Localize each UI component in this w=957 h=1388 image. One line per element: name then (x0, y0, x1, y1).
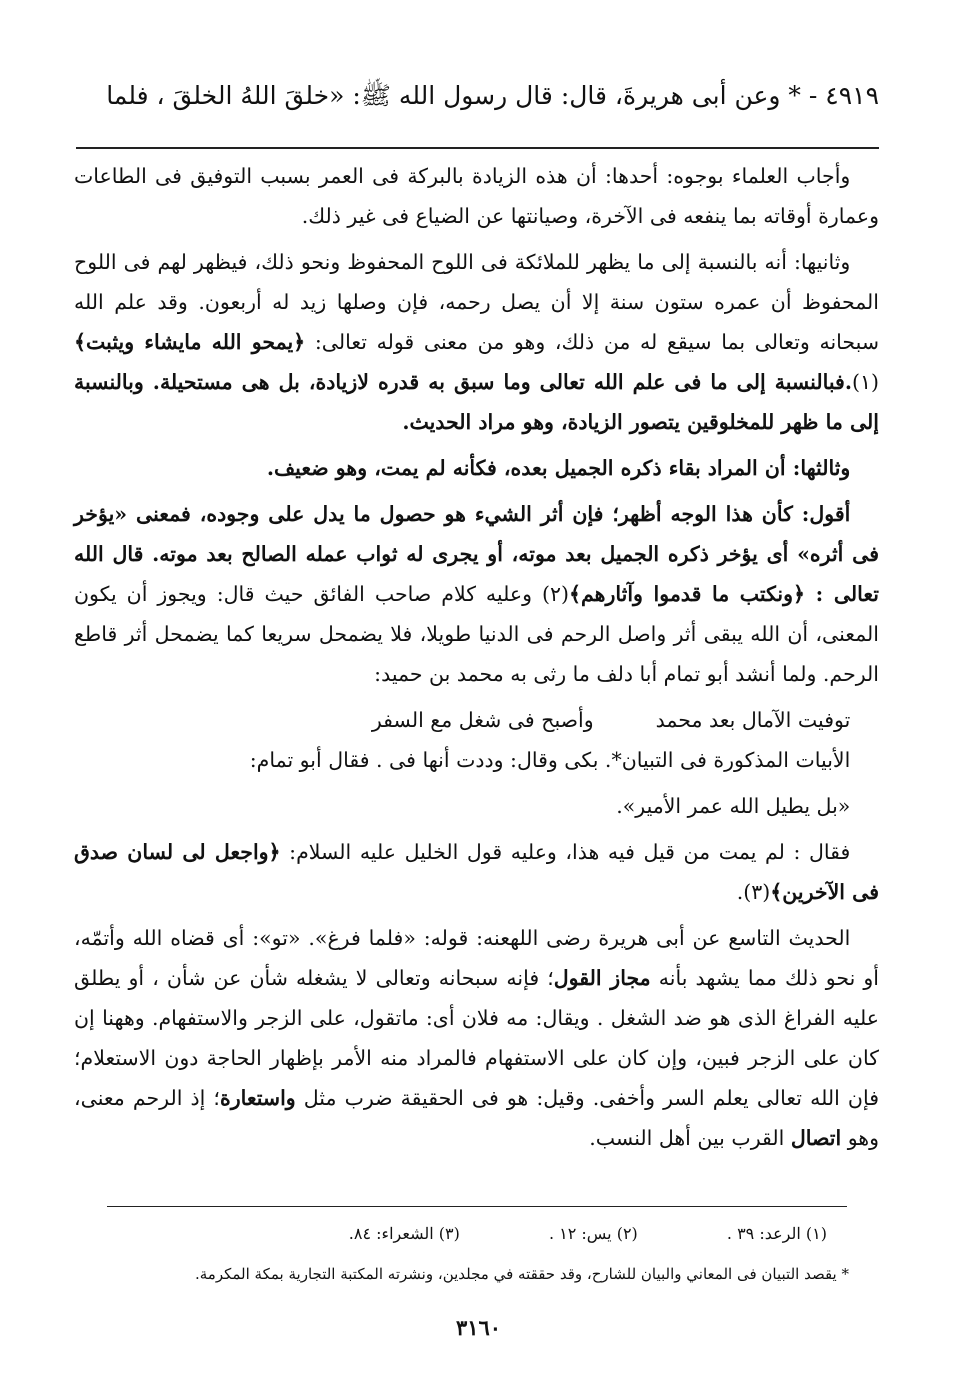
footnote-3: (٣) الشعراء: ٨٤. (348, 1224, 460, 1243)
bold-term: واستعارة (219, 1086, 296, 1110)
footnote-ref: (٢) (542, 582, 570, 606)
paragraph-abu-tammam-quote: «بل يطيل الله عمر الأمير». (616, 794, 851, 818)
paragraph-text: وعليه كلام صاحب الفائق حيث قال: ويجوز أن يكون المعنى، أن الله يبقى أثر واصل الرحم فى الدنيا طويلا، فلا يضمحل سريعا كما يضمحل أثر قاطع الرحم. ولما أنشد أبو تمام أبا دلف ما رثى به محمد بن حميد: (74, 582, 879, 686)
footnote-asterisk-note: * يقصد التبيان فى المعاني والبيان للشارح، وقد حققته في مجلدين، ونشرته المكتبة التجارية بمكة المكرمة. (194, 1265, 849, 1283)
verse-first-hemistich: توفيت الآمال بعد محمد (655, 708, 851, 732)
paragraph-verses-note: الأبيات المذكورة فى التبيان*. بكى وقال: وددت أنها فى . فقال أبو تمام: (249, 748, 851, 772)
footnote-divider (107, 1206, 847, 1207)
page-number: ٣١٦٠ (455, 1315, 502, 1340)
poetry-verse (74, 700, 879, 740)
paragraph-second-answer (74, 242, 879, 442)
hadith-header-line: ٤٩١٩ - * وعن أبى هريرةَ، قال: قال رسول الله ﷺ: «خلقَ اللهُ الخلقَ ، فلما (106, 81, 879, 110)
quran-quote: ﴿ونكتب ما قدموا وآثارهم﴾ (569, 582, 806, 606)
header-divider (76, 147, 879, 149)
quran-quote: ﴿يمحو الله مايشاء ويثبت﴾ (74, 330, 306, 354)
paragraph-text: وثانيها: أنه بالنسبة إلى ما يظهر للملائكة فى اللوح المحفوظ ونحو ذلك، فيظهر لهم فى اللوح المحفوظ أن عمره ستون سنة إلا أن يصل رحمه، فإن وصلها زيد له أربعون. وقد علم الله سبحانه وتعالى بما سيقع له من ذلك، وهو من معنى قوله تعالى: (74, 250, 879, 354)
footnote-references (107, 1222, 827, 1246)
paragraph-author-opinion (74, 494, 879, 694)
paragraph-text-bold: أقول: كأن هذا الوجه أظهر؛ فإن أثر الشيء هو حصول ما يدل على وجوده، فمعنى «يؤخر فى أثره» أى يؤخر ذكره الجميل بعد موته، أو يجرى له ثواب عمله الصالح بعد موته. قال الله تعالى : (74, 502, 880, 606)
paragraph-text: الحديث التاسع عن أبى هريرة رضى اللهعنه: قوله: «فلما فرغ». «تو»: أى قضاه الله وأتمّه، أو نحو ذلك مما يشهد بأنه (74, 926, 880, 990)
paragraph-text: فقال : لم يمت من قيل فيه هذا، وعليه قول الخليل عليه السلام: (280, 840, 851, 864)
paragraph-khalil-quote (74, 832, 879, 912)
bold-term: مجاز القول (553, 966, 651, 990)
paragraph-text: القرب بين أهل النسب. (589, 1126, 791, 1150)
footnote-2: (٢) يس: ١٢ . (548, 1224, 638, 1243)
bold-term: اتصال (790, 1126, 842, 1150)
paragraph-ninth-hadith (74, 918, 879, 1158)
footnote-ref: (١) (851, 370, 879, 394)
paragraph-text-bold: .فبالنسبة إلى ما فى علم الله تعالى وما سبق به قدره لازيادة، بل هى مستحيلة. وبالنسبة إلى ما ظهر للمخلوقين يتصور الزيادة، وهو مراد الحديث. (74, 370, 879, 434)
paragraph-text: ؛ فإنه سبحانه وتعالى لا يشغله شأن عن شأن ، أو يطلق عليه الفراغ الذى هو ضد الشغل . ويقال: مه فلان أى: ماتقول، على الزجر والاستفهام. وههنا إن كان على الزجر فبين، وإن كان على الاستفهام فالمراد منه الأمر بإظهار الحاجة دون الاستعلام؛ فإن الله تعالى يعلم السر وأخفى. وقيل: هو فى الحقيقة ضرب مثل (74, 966, 880, 1110)
quran-quote: ﴿واجعل لى لسان صدق فى الآخرين﴾ (74, 840, 879, 904)
paragraph-text: ؛ إذ الرحم معنى، وهو (74, 1086, 879, 1150)
footnote-1: (١) الرعد: ٣٩ . (726, 1224, 827, 1243)
verse-second-hemistich: وأصبح فى شغل مع السفر (371, 708, 594, 732)
footnote-ref: (٣). (736, 880, 771, 904)
commentary-body (74, 156, 879, 1164)
paragraph-first-answer: وأجاب العلماء بوجوه: أحدها: أن هذه الزيادة بالبركة فى العمر بسبب التوفيق فى الطاعات وعمارة أوقاته بما ينفعه فى الآخرة، وصيانتها عن الضياع فى غير ذلك. (74, 164, 879, 228)
paragraph-third-answer: وثالثها: أن المراد بقاء ذكره الجميل بعده، فكأنه لم يمت، وهو ضعيف. (266, 456, 851, 480)
